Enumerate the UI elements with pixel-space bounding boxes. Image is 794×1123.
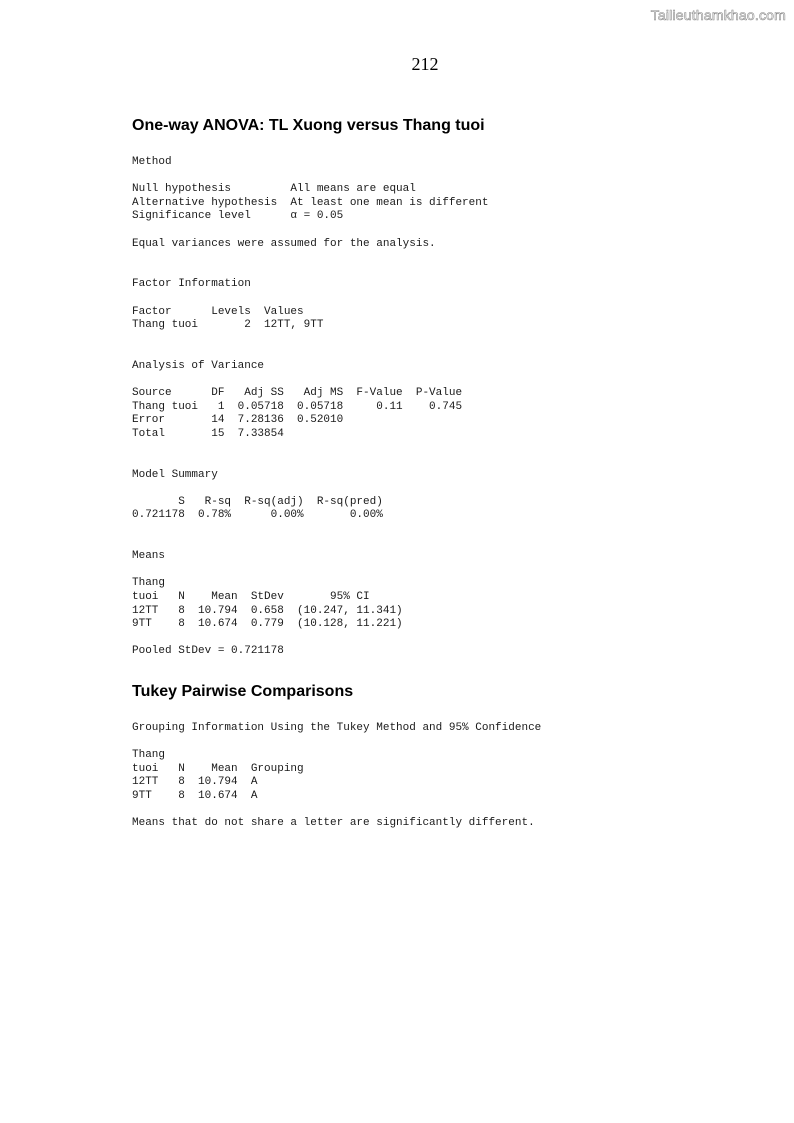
tukey-table-row: 9TT 8 10.674 A <box>132 789 258 802</box>
means-heading: Means <box>132 550 166 563</box>
method-line: Null hypothesis All means are equal <box>132 183 416 196</box>
method-heading: Method <box>132 156 172 168</box>
variance-table-row: Error 14 7.28136 0.52010 <box>132 414 344 427</box>
method-note: Equal variances were assumed for the analysis. <box>132 237 436 250</box>
model-summary-heading: Model Summary <box>132 468 218 481</box>
means-table-row: tuoi N Mean StDev 95% CI <box>132 591 370 603</box>
method-line: Significance level α = 0.05 <box>132 210 344 223</box>
method-line: Alternative hypothesis At least one mean is different <box>132 196 489 209</box>
pooled-stdev: Pooled StDev = 0.721178 <box>132 645 284 658</box>
model-summary-row: 0.721178 0.78% 0.00% 0.00% <box>132 509 383 522</box>
means-table-row: 12TT 8 10.794 0.658 (10.247, 11.341) <box>132 604 403 617</box>
factor-info-line: Thang tuoi 2 12TT, 9TT <box>132 319 324 332</box>
tukey-table-row: tuoi N Mean Grouping <box>132 762 304 775</box>
tukey-table-row: Thang <box>132 749 166 762</box>
document-body <box>132 116 772 831</box>
variance-heading: Analysis of Variance <box>132 359 265 372</box>
means-table-row: Thang <box>132 577 166 590</box>
variance-table-row: Total 15 7.33854 <box>132 427 284 440</box>
tukey-title: Tukey Pairwise Comparisons <box>132 682 354 700</box>
tukey-heading: Grouping Information Using the Tukey Method and 95% Confidence <box>132 721 542 734</box>
variance-table-row: Thang tuoi 1 0.05718 0.05718 0.11 0.745 <box>132 400 463 413</box>
anova-title: One-way ANOVA: TL Xuong versus Thang tuoi <box>132 117 485 134</box>
model-summary-row: S R-sq R-sq(adj) R-sq(pred) <box>132 495 383 508</box>
page-number: 212 <box>411 54 439 74</box>
watermark-text: Tailieuthamkhao.com <box>650 7 786 23</box>
variance-table-row: Source DF Adj SS Adj MS F-Value P-Value <box>132 387 463 400</box>
means-table-row: 9TT 8 10.674 0.779 (10.128, 11.221) <box>132 618 403 631</box>
tukey-note: Means that do not share a letter are significantly different. <box>132 817 535 830</box>
tukey-table-row: 12TT 8 10.794 A <box>132 776 258 789</box>
factor-info-line: Factor Levels Values <box>132 305 304 318</box>
factor-info-heading: Factor Information <box>132 278 251 291</box>
